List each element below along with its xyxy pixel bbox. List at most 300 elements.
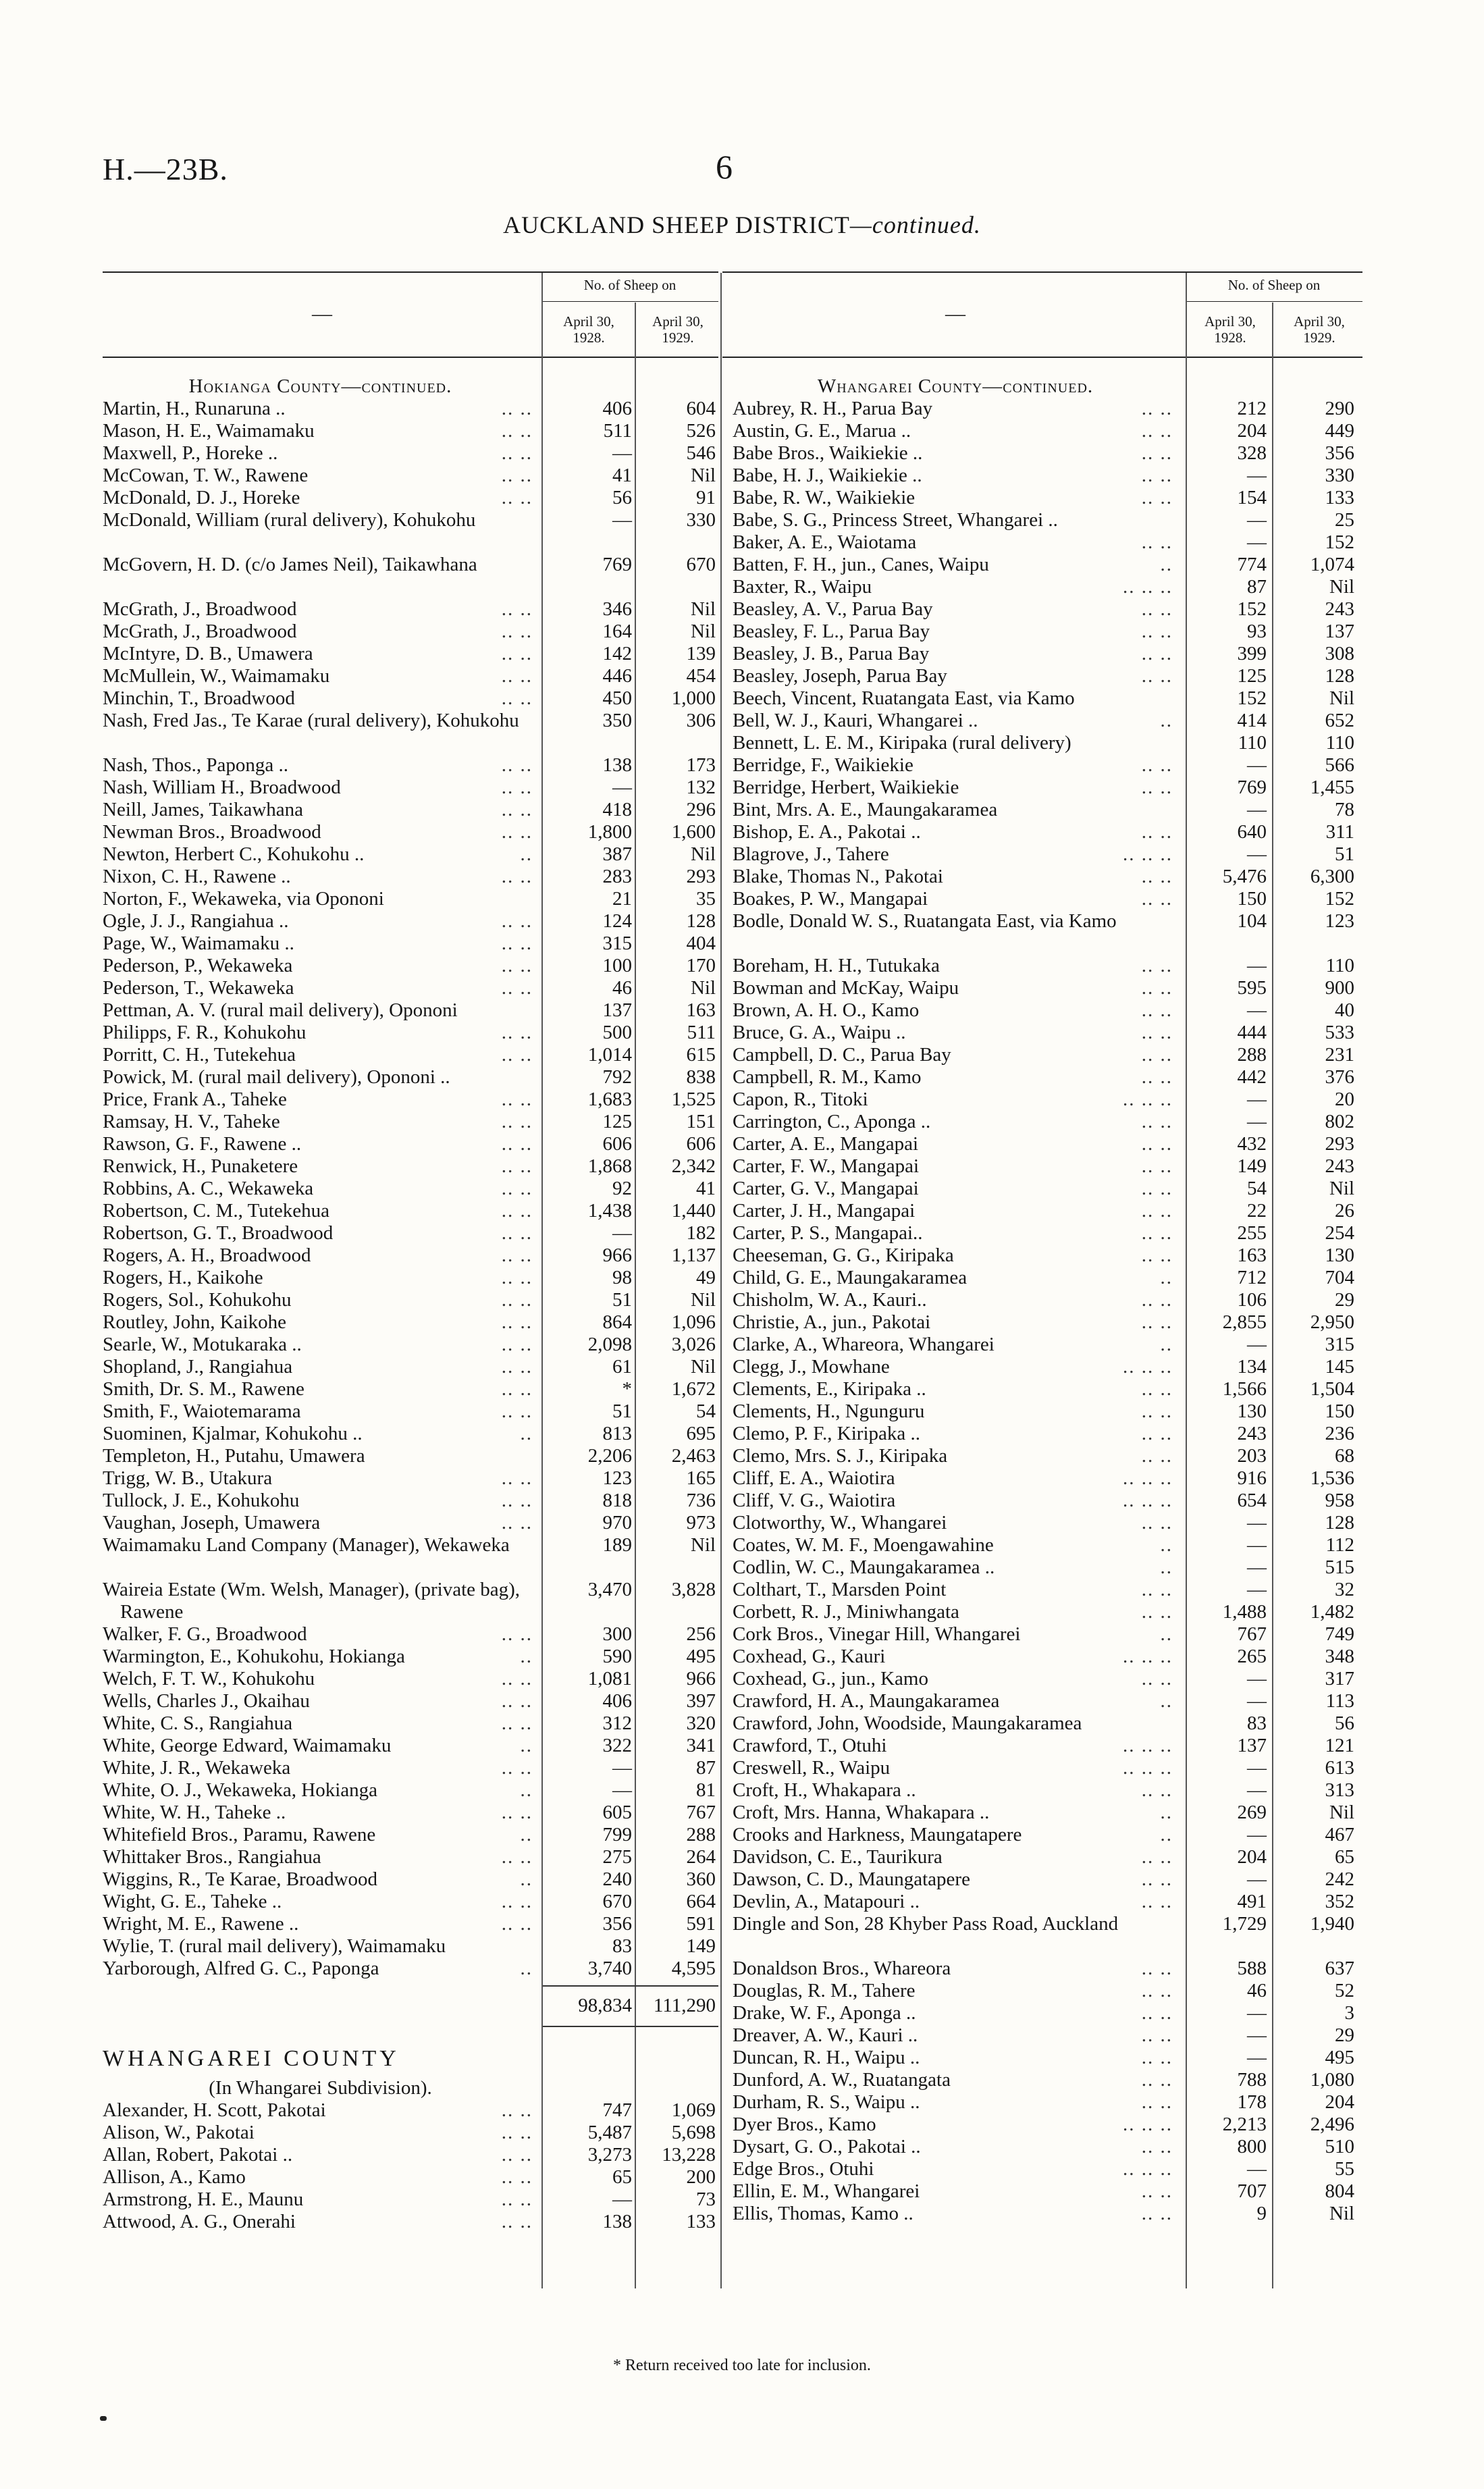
table-row — [733, 1089, 1362, 1111]
row-leader: .. .. — [501, 665, 533, 687]
value-1929: 112 — [1325, 1534, 1354, 1556]
value-1929: 236 — [1325, 1423, 1354, 1444]
row-name: Nash, Fred Jas., Te Karae (rural delivery), Kohukohu — [103, 710, 519, 731]
table-row — [733, 576, 1362, 598]
row-name: Babe, H. J., Waikiekie .. — [733, 465, 922, 486]
row-name: Clements, E., Kiripaka .. — [733, 1378, 926, 1400]
row-name: Price, Frank A., Taheke — [103, 1089, 287, 1110]
row-name: Campbell, R. M., Kamo — [733, 1066, 922, 1088]
value-1929: 68 — [1335, 1445, 1354, 1467]
row-name: Neill, James, Taikawhana — [103, 799, 304, 820]
value-1928: 769 — [602, 554, 632, 575]
row-name: Tullock, J. E., Kohukohu — [103, 1490, 300, 1511]
value-1928: — — [1247, 2158, 1267, 2180]
value-1928: 418 — [602, 799, 632, 820]
row-leader: .. — [1160, 554, 1173, 575]
row-leader: .. .. — [501, 598, 533, 620]
row-leader: .. .. — [501, 910, 533, 932]
value-1928: 1,800 — [587, 821, 632, 843]
row-name: Berridge, Herbert, Waikiekie — [733, 777, 959, 798]
value-1928: 1,438 — [587, 1200, 632, 1222]
row-leader: .. .. — [501, 1334, 533, 1355]
value-1929: 449 — [1325, 420, 1354, 442]
table-row — [733, 1356, 1362, 1378]
row-name: Croft, H., Whakapara .. — [733, 1779, 916, 1801]
value-1929: 376 — [1325, 1066, 1354, 1088]
value-1928: 51 — [612, 1289, 632, 1311]
table-row — [733, 1334, 1362, 1356]
value-1929: 1,069 — [671, 2099, 716, 2121]
table-row — [103, 1735, 718, 1757]
value-1928: 154 — [1237, 487, 1267, 508]
row-name: Newman Bros., Broadwood — [103, 821, 321, 843]
table-row — [733, 1646, 1362, 1668]
value-1929: 546 — [686, 442, 716, 464]
value-1929: 495 — [686, 1646, 716, 1667]
value-1929: Nil — [690, 465, 716, 486]
value-1928: 283 — [602, 866, 632, 887]
table-row — [103, 1044, 718, 1066]
value-1929: 566 — [1325, 754, 1354, 776]
value-1929: 288 — [686, 1824, 716, 1845]
table-row — [733, 1868, 1362, 1891]
table-row — [733, 1111, 1362, 1133]
table-row — [733, 1668, 1362, 1690]
value-1928: — — [1247, 1534, 1267, 1556]
row-leader: .. .. — [501, 1757, 533, 1779]
row-leader: .. .. — [501, 1802, 533, 1823]
row-name: Waimamaku Land Company (Manager), Wekaweka — [103, 1534, 510, 1556]
title-suffix: —continued. — [849, 211, 981, 238]
row-name: Dawson, C. D., Maungatapere — [733, 1868, 970, 1890]
row-leader: .. .. — [1141, 1155, 1173, 1177]
row-leader: .. .. — [501, 643, 533, 664]
row-name: Aubrey, R. H., Parua Bay — [733, 398, 933, 419]
table-row — [733, 710, 1362, 732]
value-1929: 32 — [1335, 1579, 1354, 1600]
row-name: Child, G. E., Maungakaramea — [733, 1267, 968, 1288]
row-name: Creswell, R., Waipu — [733, 1757, 891, 1779]
value-1928: 98 — [612, 1267, 632, 1288]
row-leader: .. .. — [1141, 2069, 1173, 2091]
value-1929: 113 — [1325, 1690, 1354, 1712]
row-leader: .. .. — [501, 2166, 533, 2188]
row-name: Rawson, G. F., Rawene .. — [103, 1133, 302, 1155]
table-row — [103, 1356, 718, 1378]
value-1928: 51 — [612, 1400, 632, 1422]
value-1929: 3,026 — [671, 1334, 716, 1355]
table-row — [733, 2180, 1362, 2203]
value-1928: — — [1247, 1757, 1267, 1779]
value-1928: — — [612, 1779, 632, 1801]
row-name: Welch, F. T. W., Kohukohu — [103, 1668, 315, 1689]
value-1928: 46 — [1247, 1980, 1267, 2001]
row-name: Whitefield Bros., Paramu, Rawene — [103, 1824, 376, 1845]
row-leader: .. — [520, 1868, 533, 1890]
row-leader: .. — [1160, 1802, 1173, 1823]
row-name: Babe, S. G., Princess Street, Whangarei .. — [733, 509, 1058, 531]
value-1928: 137 — [602, 999, 632, 1021]
value-1928: 799 — [602, 1824, 632, 1845]
row-leader: .. .. — [501, 1222, 533, 1244]
row-leader: .. .. — [1141, 888, 1173, 910]
value-1929: 2,342 — [671, 1155, 716, 1177]
value-1928: — — [1247, 1668, 1267, 1689]
value-1928: — — [1247, 2047, 1267, 2068]
left-subheader-rule — [541, 301, 718, 302]
value-1929: 2,950 — [1310, 1311, 1354, 1333]
value-1928: 150 — [1237, 888, 1267, 910]
row-leader: .. .. — [1141, 2136, 1173, 2157]
footnote: * Return received too late for inclusion. — [613, 2357, 871, 2374]
value-1929: 54 — [696, 1400, 716, 1422]
table-row — [103, 710, 718, 754]
table-row — [103, 1200, 718, 1222]
value-1928: 125 — [1237, 665, 1267, 687]
row-name: Maxwell, P., Horeke .. — [103, 442, 278, 464]
value-1929: 652 — [1325, 710, 1354, 731]
table-row — [103, 1779, 718, 1802]
value-1929: 170 — [686, 955, 716, 976]
table-row — [103, 1289, 718, 1311]
value-1928: — — [1247, 1868, 1267, 1890]
value-1929: 1,096 — [671, 1311, 716, 1333]
value-1929: 290 — [1325, 398, 1354, 419]
table-row — [103, 999, 718, 1022]
table-row — [733, 598, 1362, 621]
row-name: Renwick, H., Punaketere — [103, 1155, 298, 1177]
value-1929: 591 — [686, 1913, 716, 1935]
row-leader: .. .. — [501, 1490, 533, 1511]
row-leader: .. — [1160, 1690, 1173, 1712]
row-leader: .. .. — [501, 1133, 533, 1155]
row-leader: .. — [520, 1958, 533, 1979]
row-leader: .. .. — [501, 1089, 533, 1110]
value-1929: 1,000 — [671, 687, 716, 709]
value-1929: Nil — [1329, 1802, 1354, 1823]
row-name: Clemo, Mrs. S. J., Kiripaka — [733, 1445, 948, 1467]
value-1929: 110 — [1325, 955, 1354, 976]
table-row — [103, 2189, 718, 2211]
table-row — [733, 1534, 1362, 1556]
value-1929: 526 — [686, 420, 716, 442]
value-1929: 604 — [686, 398, 716, 419]
value-1928: 640 — [1237, 821, 1267, 843]
right-header-rule — [722, 357, 1362, 358]
row-name: Mason, H. E., Waimamaku — [103, 420, 315, 442]
value-1929: 145 — [1325, 1356, 1354, 1378]
value-1929: 111,290 — [653, 1995, 716, 2016]
row-leader: .. .. .. — [1123, 1490, 1173, 1511]
table-row — [103, 1311, 718, 1334]
total-row — [543, 1985, 718, 2027]
row-leader: .. .. — [501, 1400, 533, 1422]
row-name: Nixon, C. H., Rawene .. — [103, 866, 291, 887]
row-name: Douglas, R. M., Tahere — [733, 1980, 916, 2001]
table-row — [733, 398, 1362, 420]
table-row — [733, 1178, 1362, 1200]
value-1928: — — [1247, 2024, 1267, 2046]
row-name: Coates, W. M. F., Moengawahine — [733, 1534, 994, 1556]
row-leader: .. .. — [501, 1178, 533, 1199]
row-name: Powick, M. (rural mail delivery), Opononi .. — [103, 1066, 450, 1088]
row-name: Waireia Estate (Wm. Welsh, Manager), (private bag), Rawene — [103, 1579, 521, 1623]
value-1928: 204 — [1237, 1846, 1267, 1868]
row-leader: .. .. — [501, 977, 533, 999]
row-leader: .. .. — [501, 799, 533, 820]
title-main: AUCKLAND SHEEP DISTRICT — [503, 211, 850, 238]
row-name: Edge Bros., Otuhi — [733, 2158, 874, 2180]
value-1928: — — [1247, 1334, 1267, 1355]
value-1929: 29 — [1335, 2024, 1354, 2046]
table-row — [733, 1556, 1362, 1579]
row-leader: .. .. — [501, 687, 533, 709]
row-leader: .. — [1160, 1556, 1173, 1578]
row-leader: .. .. — [1141, 621, 1173, 642]
row-name: Berridge, F., Waikiekie — [733, 754, 913, 776]
value-1929: 1,600 — [671, 821, 716, 843]
value-1929: 182 — [686, 1222, 716, 1244]
row-leader: .. .. — [1141, 1178, 1173, 1199]
table-row — [733, 999, 1362, 1022]
table-row — [103, 442, 718, 465]
value-1929: 749 — [1325, 1623, 1354, 1645]
row-leader: .. .. — [501, 1289, 533, 1311]
value-1929: 123 — [1325, 910, 1354, 932]
row-name: Yarborough, Alfred G. C., Paponga — [103, 1958, 379, 1979]
table-row — [103, 843, 718, 866]
value-1928: 163 — [1237, 1244, 1267, 1266]
row-name: Norton, F., Wekaweka, via Opononi — [103, 888, 384, 910]
value-1929: 320 — [686, 1712, 716, 1734]
row-leader: .. — [1160, 710, 1173, 731]
row-name: Cliff, E. A., Waiotira — [733, 1467, 895, 1489]
row-name: Cheeseman, G. G., Kiripaka — [733, 1244, 954, 1266]
table-row — [103, 1690, 718, 1712]
row-name: Armstrong, H. E., Maunu — [103, 2189, 304, 2210]
value-1928: 65 — [612, 2166, 632, 2188]
value-1929: 615 — [686, 1044, 716, 1066]
value-1928: — — [1247, 1089, 1267, 1110]
row-name: McGrath, J., Broadwood — [103, 598, 297, 620]
value-1928: 269 — [1237, 1802, 1267, 1823]
value-1928: 970 — [602, 1512, 632, 1534]
value-1928: 818 — [602, 1490, 632, 1511]
row-leader: .. .. — [1141, 1512, 1173, 1534]
value-1929: 704 — [1325, 1267, 1354, 1288]
right-col1-header: April 30, 1928. — [1204, 313, 1256, 346]
table-row — [733, 754, 1362, 777]
table-row — [733, 2047, 1362, 2069]
value-1929: 1,455 — [1310, 777, 1354, 798]
value-1929: 317 — [1325, 1668, 1354, 1689]
row-name: Nash, Thos., Paponga .. — [103, 754, 288, 776]
value-1929: 264 — [686, 1846, 716, 1868]
row-name: Bowman and McKay, Waipu — [733, 977, 959, 999]
value-1928: — — [612, 2189, 632, 2210]
value-1928: — — [612, 1222, 632, 1244]
row-name: Crooks and Harkness, Maungatapere — [733, 1824, 1022, 1845]
value-1929: 454 — [686, 665, 716, 687]
row-name: White, C. S., Rangiahua — [103, 1712, 293, 1734]
left-group-header: No. of Sheep on — [583, 277, 677, 293]
value-1929: 65 — [1335, 1846, 1354, 1868]
row-leader: .. — [520, 1423, 533, 1444]
value-1928: 83 — [1247, 1712, 1267, 1734]
row-name: McDonald, D. J., Horeke — [103, 487, 300, 508]
table-row — [103, 1868, 718, 1891]
value-1929: 128 — [686, 910, 716, 932]
value-1929: 254 — [1325, 1222, 1354, 1244]
row-leader: .. .. — [1141, 398, 1173, 419]
row-name: Carter, F. W., Mangapai — [733, 1155, 919, 1177]
value-1928: 164 — [602, 621, 632, 642]
row-name: Crawford, John, Woodside, Maungakaramea — [733, 1712, 1082, 1734]
right-top-rule — [722, 271, 1362, 273]
row-name: Warmington, E., Kohukohu, Hokianga — [103, 1646, 405, 1667]
value-1929: 360 — [686, 1868, 716, 1890]
value-1928: 511 — [603, 420, 632, 442]
value-1929: 515 — [1325, 1556, 1354, 1578]
page-number: 6 — [716, 148, 733, 186]
table-row — [103, 1534, 718, 1579]
value-1929: 695 — [686, 1423, 716, 1444]
row-leader: .. .. .. — [1123, 1757, 1173, 1779]
value-1928: 124 — [602, 910, 632, 932]
value-1928: 125 — [602, 1111, 632, 1132]
value-1929: 150 — [1325, 1400, 1354, 1422]
row-name: Corbett, R. J., Miniwhangata — [733, 1601, 959, 1623]
value-1929: 13,228 — [662, 2144, 716, 2166]
value-1928: 767 — [1237, 1623, 1267, 1645]
row-name: Coxhead, G., jun., Kamo — [733, 1668, 928, 1689]
row-name: Bell, W. J., Kauri, Whangarei .. — [733, 710, 978, 731]
row-name: McGrath, J., Broadwood — [103, 621, 297, 642]
document-code: H.—23B. — [103, 152, 228, 186]
value-1929: 137 — [1325, 621, 1354, 642]
row-name: Christie, A., jun., Pakotai — [733, 1311, 931, 1333]
table-row — [103, 1378, 718, 1400]
value-1929: 52 — [1335, 1980, 1354, 2001]
value-1928: 792 — [602, 1066, 632, 1088]
row-name: Suominen, Kjalmar, Kohukohu .. — [103, 1423, 363, 1444]
value-1928: 3,740 — [587, 1958, 632, 1979]
table-row — [103, 2099, 718, 2122]
row-name: Dysart, G. O., Pakotai .. — [733, 2136, 921, 2157]
row-leader: .. .. — [501, 442, 533, 464]
row-name: Dreaver, A. W., Kauri .. — [733, 2024, 918, 2046]
row-name: Wylie, T. (rural mail delivery), Waimamaku — [103, 1935, 446, 1957]
row-name: Boreham, H. H., Tutukaka — [733, 955, 940, 976]
row-name: Rogers, H., Kaikohe — [103, 1267, 263, 1288]
row-name: Philipps, F. R., Kohukohu — [103, 1022, 307, 1043]
value-1929: Nil — [690, 1356, 716, 1378]
value-1929: 3,828 — [671, 1579, 716, 1600]
table-row — [733, 843, 1362, 866]
value-1929: 767 — [686, 1802, 716, 1823]
row-leader: .. .. — [1141, 1980, 1173, 2001]
value-1928: 9 — [1256, 2203, 1267, 2224]
value-1929: 315 — [1325, 1334, 1354, 1355]
table-row — [103, 2122, 718, 2144]
table-row — [733, 1891, 1362, 1913]
row-leader: .. .. — [501, 1244, 533, 1266]
row-name: Bint, Mrs. A. E., Maungakaramea — [733, 799, 998, 820]
value-1928: 204 — [1237, 420, 1267, 442]
value-1929: Nil — [690, 977, 716, 999]
table-row — [733, 799, 1362, 821]
row-leader: .. .. — [501, 955, 533, 976]
row-leader: .. .. — [1141, 777, 1173, 798]
value-1928: 1,081 — [587, 1668, 632, 1689]
table-row — [733, 2024, 1362, 2047]
row-name: Crawford, T., Otuhi — [733, 1735, 887, 1756]
value-1929: 132 — [686, 777, 716, 798]
table-row — [733, 1579, 1362, 1601]
value-1928: — — [1247, 1779, 1267, 1801]
row-name: Baxter, R., Waipu — [733, 576, 872, 598]
table-row — [103, 1423, 718, 1445]
row-name: Page, W., Waimamaku .. — [103, 933, 294, 954]
row-name: Alexander, H. Scott, Pakotai — [103, 2099, 326, 2121]
value-1928: 590 — [602, 1646, 632, 1667]
value-1928: 2,213 — [1222, 2114, 1267, 2135]
row-leader: .. .. — [1141, 1668, 1173, 1689]
table-row — [103, 1467, 718, 1490]
row-leader: .. .. — [1141, 1222, 1173, 1244]
row-leader: .. — [520, 1646, 533, 1667]
value-1928: 774 — [1237, 554, 1267, 575]
row-name: Carter, G. V., Mangapai — [733, 1178, 919, 1199]
row-leader: .. .. — [501, 2099, 533, 2121]
table-row — [103, 1267, 718, 1289]
table-row — [733, 1757, 1362, 1779]
table-row — [733, 1802, 1362, 1824]
table-row — [733, 866, 1362, 888]
row-leader: .. .. — [501, 465, 533, 486]
row-leader: .. .. — [501, 398, 533, 419]
table-row — [733, 1623, 1362, 1646]
value-1928: 670 — [602, 1891, 632, 1912]
value-1928: 98,834 — [578, 1995, 632, 2016]
value-1929: 1,074 — [1310, 554, 1354, 575]
value-1929: Nil — [1329, 2203, 1354, 2224]
value-1929: 149 — [686, 1935, 716, 1957]
value-1929: 204 — [1325, 2091, 1354, 2113]
table-row — [103, 1802, 718, 1824]
left-top-rule — [103, 271, 718, 273]
value-1929: 804 — [1325, 2180, 1354, 2202]
row-leader: .. .. — [501, 1022, 533, 1043]
value-1928: — — [1247, 1512, 1267, 1534]
table-row — [103, 1400, 718, 1423]
row-leader: .. .. — [501, 1668, 533, 1689]
row-name: Allan, Robert, Pakotai .. — [103, 2144, 293, 2166]
value-1928: 240 — [602, 1868, 632, 1890]
value-1929: 533 — [1325, 1022, 1354, 1043]
value-1929: 81 — [696, 1779, 716, 1801]
value-1929: 165 — [686, 1467, 716, 1489]
value-1929: 130 — [1325, 1244, 1354, 1266]
table-row — [103, 1155, 718, 1178]
row-name: Beech, Vincent, Ruatangata East, via Kamo — [733, 687, 1075, 709]
value-1929: 6,300 — [1310, 866, 1354, 887]
row-leader: .. .. — [1141, 1066, 1173, 1088]
row-leader: .. .. — [1141, 1601, 1173, 1623]
row-leader: .. — [520, 1824, 533, 1845]
value-1929: 356 — [1325, 442, 1354, 464]
value-1929: 1,525 — [671, 1089, 716, 1110]
